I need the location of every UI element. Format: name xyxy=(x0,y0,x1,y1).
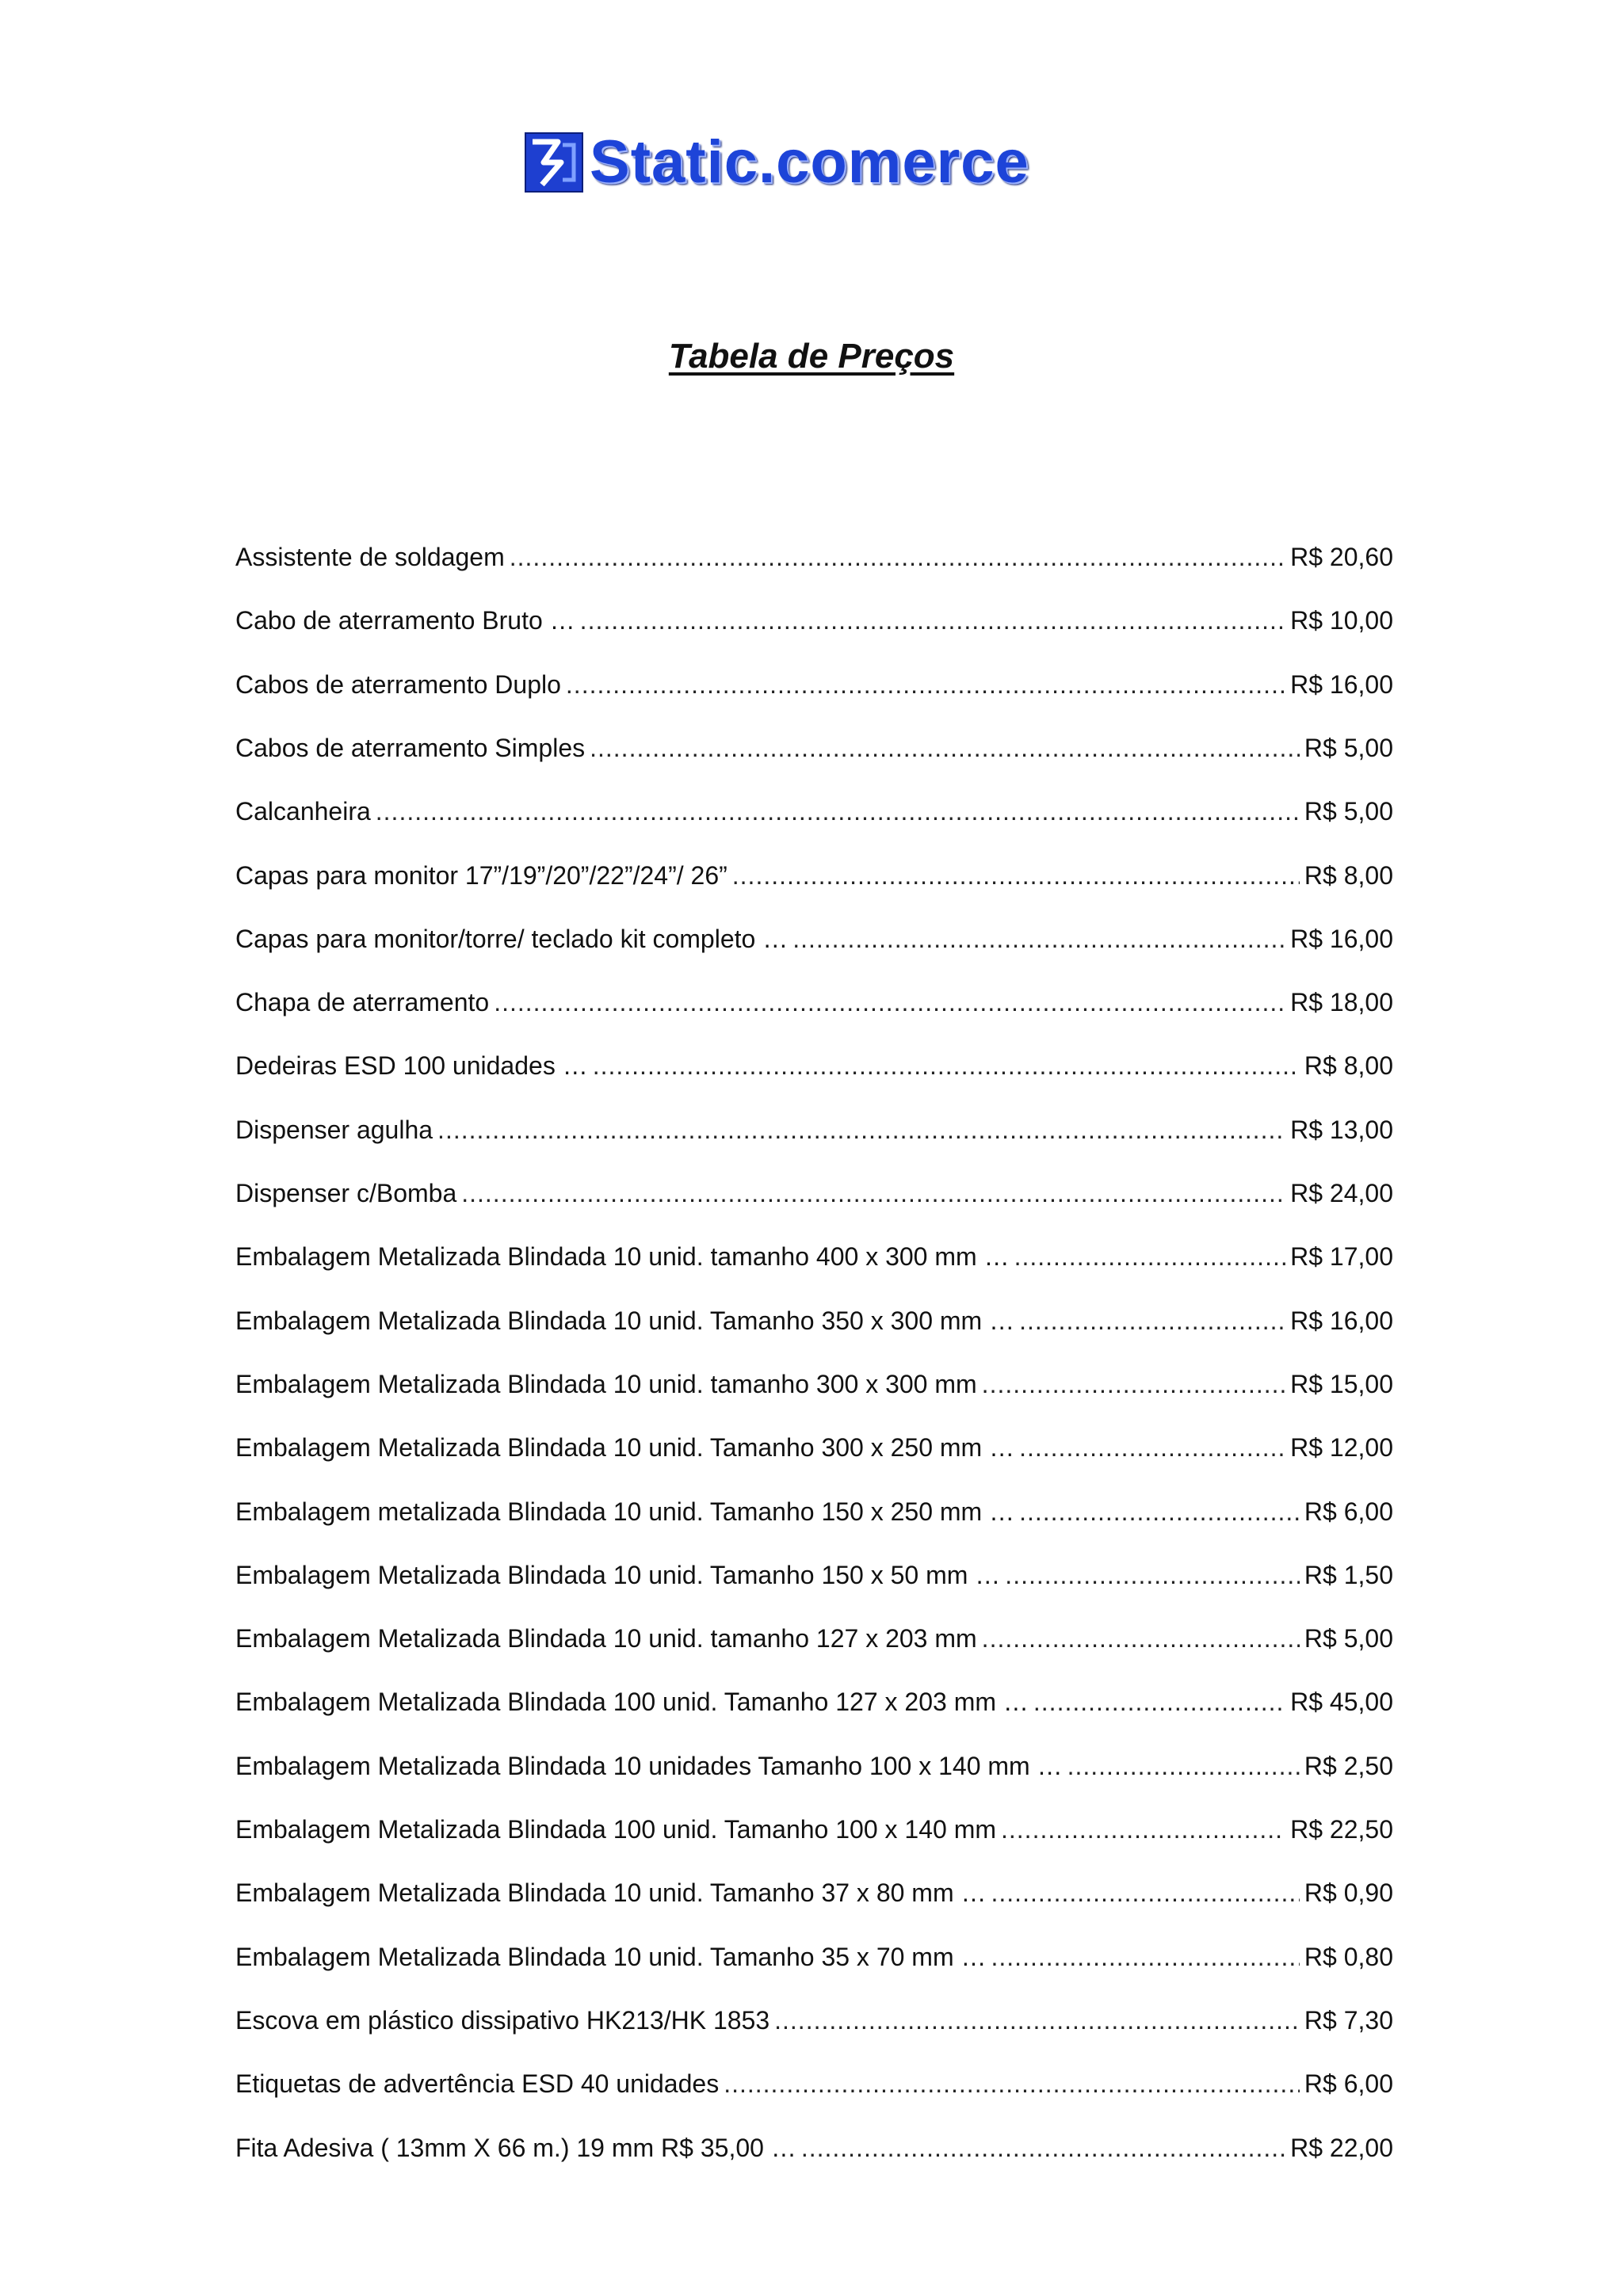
dot-leader xyxy=(1005,1558,1300,1592)
item-name: Cabos de aterramento Duplo xyxy=(235,669,561,699)
dot-leader xyxy=(982,1367,1285,1401)
item-name: Assistente de soldagem xyxy=(235,543,505,571)
item-price: R$ 6,00 xyxy=(1304,2069,1393,2099)
item-price: R$ 6,00 xyxy=(1304,1497,1393,1526)
logo-mark-icon xyxy=(525,132,583,193)
item-name: Embalagem Metalizada Blindada 10 unid. Tamanho 300 x 250 mm … xyxy=(235,1433,1015,1463)
dot-leader xyxy=(566,668,1285,701)
item-name: Chapa de aterramento xyxy=(235,988,490,1017)
dot-leader xyxy=(1019,1431,1285,1464)
item-price: R$ 2,50 xyxy=(1304,1751,1393,1780)
price-row xyxy=(235,1749,1393,1783)
item-price: R$ 10,00 xyxy=(1290,606,1393,635)
price-row xyxy=(235,1240,1393,1273)
price-row xyxy=(235,1622,1393,1655)
item-price: R$ 8,00 xyxy=(1304,1051,1393,1081)
item-name: Etiquetas de advertência ESD 40 unidades xyxy=(235,2069,720,2099)
price-row xyxy=(235,604,1393,637)
item-name: Embalagem Metalizada Blindada 10 unidades Tamanho 100 x 140 mm … xyxy=(235,1751,1063,1780)
item-name: Capas para monitor 17”/19”/20”/22”/24”/ 26” xyxy=(235,860,727,890)
price-row xyxy=(235,2131,1393,2164)
item-price: R$ 12,00 xyxy=(1290,1433,1393,1463)
price-row xyxy=(235,1177,1393,1210)
price-row xyxy=(235,1876,1393,1909)
item-price: R$ 18,00 xyxy=(1290,988,1393,1017)
dot-leader xyxy=(724,2067,1300,2100)
item-price: R$ 24,00 xyxy=(1290,1179,1393,1207)
item-name: Embalagem Metalizada Blindada 10 unid. Tamanho 37 x 80 mm … xyxy=(235,1878,987,1908)
dot-leader xyxy=(580,604,1285,637)
item-name: Calcanheira xyxy=(235,797,371,826)
item-price: R$ 16,00 xyxy=(1290,924,1393,953)
item-price: R$ 0,80 xyxy=(1304,1942,1393,1971)
dot-leader xyxy=(461,1177,1285,1210)
dot-leader xyxy=(1033,1685,1285,1718)
price-row xyxy=(235,1304,1393,1337)
price-row xyxy=(235,1813,1393,1846)
item-name: Embalagem Metalizada Blindada 100 unid. Tamanho 100 x 140 mm xyxy=(235,1815,996,1844)
brand-logo xyxy=(525,128,1029,196)
dot-leader xyxy=(1014,1240,1286,1273)
dot-leader xyxy=(1019,1495,1300,1528)
item-price: R$ 5,00 xyxy=(1304,1624,1393,1653)
price-row xyxy=(235,922,1393,955)
price-row xyxy=(235,986,1393,1019)
price-row xyxy=(235,668,1393,701)
item-name: Embalagem Metalizada Blindada 10 unid. Tamanho 350 x 300 mm … xyxy=(235,1306,1015,1335)
item-name: Dedeiras ESD 100 unidades … xyxy=(235,1051,588,1081)
item-price: R$ 7,30 xyxy=(1304,2005,1393,2035)
price-row xyxy=(235,795,1393,828)
item-name: Embalagem Metalizada Blindada 10 unid. tamanho 400 x 300 mm … xyxy=(235,1242,1010,1272)
dot-leader xyxy=(1067,1749,1300,1783)
dot-leader xyxy=(1001,1813,1285,1846)
item-name: Embalagem Metalizada Blindada 10 unid. tamanho 127 x 203 mm xyxy=(235,1624,977,1653)
item-name: Capas para monitor/torre/ teclado kit completo … xyxy=(235,924,789,953)
price-row xyxy=(235,1367,1393,1401)
price-row xyxy=(235,1113,1393,1146)
price-row xyxy=(235,1940,1393,1974)
dot-leader xyxy=(590,731,1300,765)
item-name: Embalagem Metalizada Blindada 10 unid. Tamanho 150 x 50 mm … xyxy=(235,1560,1001,1589)
item-price: R$ 5,00 xyxy=(1304,733,1393,762)
dot-leader xyxy=(991,1876,1300,1909)
dot-leader xyxy=(1019,1304,1285,1337)
price-row xyxy=(235,1049,1393,1082)
item-price: R$ 13,00 xyxy=(1290,1115,1393,1144)
price-row xyxy=(235,859,1393,892)
dot-leader xyxy=(792,922,1285,955)
item-price: R$ 0,90 xyxy=(1304,1878,1393,1908)
item-name: Fita Adesiva ( 13mm X 66 m.) 19 mm R$ 35,00 … xyxy=(235,2133,796,2162)
page-title: Tabela de Preços xyxy=(668,337,955,376)
item-name: Escova em plástico dissipativo HK213/HK 1853 xyxy=(235,2005,770,2035)
item-name: Embalagem Metalizada Blindada 100 unid. Tamanho 127 x 203 mm … xyxy=(235,1688,1029,1717)
item-price: R$ 15,00 xyxy=(1290,1369,1393,1398)
item-price: R$ 22,00 xyxy=(1290,2133,1393,2162)
item-price: R$ 20,60 xyxy=(1290,543,1393,571)
price-row xyxy=(235,1685,1393,1718)
item-price: R$ 45,00 xyxy=(1290,1688,1393,1717)
price-row xyxy=(235,540,1393,574)
item-price: R$ 16,00 xyxy=(1290,669,1393,699)
dot-leader xyxy=(494,986,1285,1019)
dot-leader xyxy=(376,795,1300,828)
dot-leader xyxy=(801,2131,1285,2164)
dot-leader xyxy=(593,1049,1300,1082)
logo-text: Static.comerce xyxy=(590,128,1029,196)
item-name: Cabo de aterramento Bruto … xyxy=(235,606,575,635)
price-row xyxy=(235,2004,1393,2037)
item-price: R$ 22,50 xyxy=(1290,1815,1393,1844)
price-row xyxy=(235,1558,1393,1592)
item-price: R$ 1,50 xyxy=(1304,1560,1393,1589)
price-row xyxy=(235,2067,1393,2100)
price-row xyxy=(235,1431,1393,1464)
item-name: Embalagem Metalizada Blindada 10 unid. tamanho 300 x 300 mm xyxy=(235,1369,977,1398)
dot-leader xyxy=(991,1940,1300,1974)
dot-leader xyxy=(510,540,1285,574)
item-price: R$ 8,00 xyxy=(1304,860,1393,890)
item-price: R$ 16,00 xyxy=(1290,1306,1393,1335)
item-name: Embalagem Metalizada Blindada 10 unid. Tamanho 35 x 70 mm … xyxy=(235,1942,987,1971)
item-price: R$ 5,00 xyxy=(1304,797,1393,826)
item-price: R$ 17,00 xyxy=(1290,1242,1393,1272)
item-name: Embalagem metalizada Blindada 10 unid. Tamanho 150 x 250 mm … xyxy=(235,1497,1015,1526)
price-row xyxy=(235,1495,1393,1528)
item-name: Dispenser c/Bomba xyxy=(235,1179,457,1207)
dot-leader xyxy=(732,859,1300,892)
item-name: Cabos de aterramento Simples xyxy=(235,733,586,762)
dot-leader xyxy=(774,2004,1300,2037)
dot-leader xyxy=(437,1113,1285,1146)
dot-leader xyxy=(982,1622,1300,1655)
item-name: Dispenser agulha xyxy=(235,1115,433,1144)
price-row xyxy=(235,731,1393,765)
